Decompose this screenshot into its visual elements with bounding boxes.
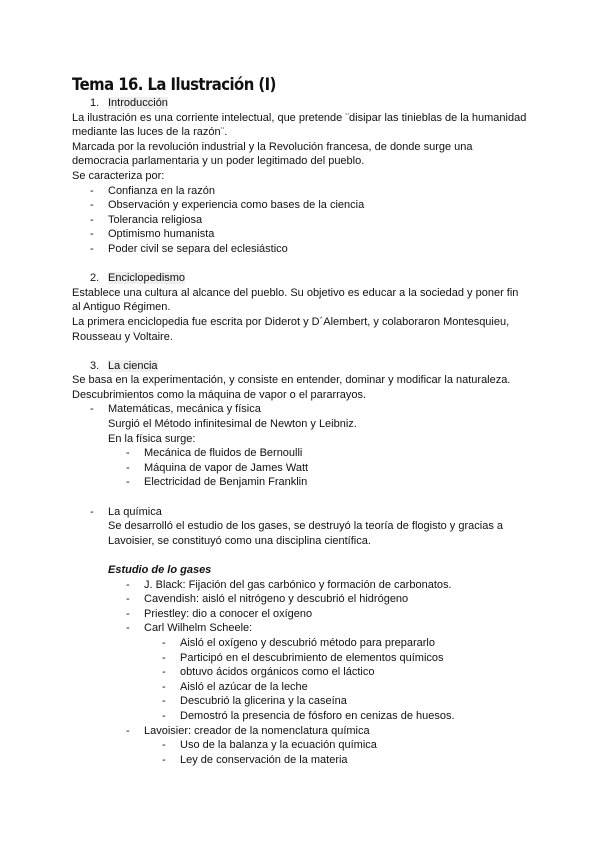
list-item-text: Tolerancia religiosa [108, 213, 203, 226]
list-item [72, 738, 600, 753]
list-item-text: Ley de conservación de la materia [180, 753, 348, 766]
section-number: 2. [90, 272, 100, 285]
list-item-text: Aisló el azúcar de la leche [180, 680, 308, 693]
dash-bullet: - [126, 447, 130, 460]
dash-bullet: - [162, 753, 166, 766]
dash-bullet: - [90, 228, 94, 241]
list-item [72, 227, 600, 242]
section-heading-la-ciencia [72, 359, 600, 374]
section-heading-text: La ciencia [108, 359, 158, 372]
list-item [72, 242, 600, 257]
dash-bullet: - [90, 242, 94, 255]
list-item [72, 636, 600, 651]
paragraph: Establece una cultura al alcance del pueblo. Su objetivo es educar a la sociedad y poner fin al Antiguo Régimen. [72, 286, 519, 314]
list-item [72, 694, 600, 709]
list-item-text: Observación y experiencia como bases de la ciencia [108, 199, 365, 212]
section-number: 1. [90, 97, 100, 109]
list-item-text: Confianza en la razón [108, 184, 216, 197]
list-item-text: Máquina de vapor de James Watt [144, 461, 309, 474]
dash-bullet: - [162, 651, 166, 664]
list-item-text: Lavoisier: creador de la nomenclatura química [144, 724, 370, 737]
dash-bullet: - [126, 607, 130, 620]
list-item-text: Electricidad de Benjamin Franklin [144, 476, 308, 489]
list-item-text: Demostró la presencia de fósforo en cenizas de huesos. [180, 709, 455, 722]
list-item [72, 184, 600, 199]
paragraph: La ilustración es una corriente intelectual, que pretende ¨disipar las tinieblas de la humanidad mediante las luces de la razón¨. [72, 111, 527, 139]
dash-bullet: - [90, 403, 94, 416]
dash-bullet: - [162, 709, 166, 722]
dash-bullet: - [90, 213, 94, 226]
subsection-heading-gases: Estudio de lo gases [108, 564, 212, 576]
dash-bullet: - [126, 461, 130, 474]
list-item-text: Participó en el descubrimiento de elementos químicos [180, 651, 444, 664]
list-item-text: Mecánica de fluidos de Bernoulli [144, 447, 303, 460]
page-title: Tema 16. La Ilustración (I) [72, 75, 276, 94]
section-heading-introduccion [72, 96, 600, 111]
dash-bullet: - [126, 724, 130, 737]
list-item-detail: Surgió el Método infinitesimal de Newton y Leibniz. [108, 418, 357, 431]
dash-bullet: - [126, 622, 130, 635]
list-item-text: Uso de la balanza y la ecuación química [180, 739, 377, 752]
dash-bullet: - [162, 739, 166, 752]
dash-bullet: - [90, 505, 94, 518]
list-item [72, 592, 600, 607]
list-item [72, 753, 600, 768]
dash-bullet: - [126, 476, 130, 489]
list-item-text: Poder civil se separa del eclesiástico [108, 242, 288, 255]
paragraph: Se caracteriza por: [72, 169, 165, 182]
list-item-quimica [72, 505, 600, 549]
gases-list [72, 578, 600, 768]
list-item [72, 621, 600, 636]
list-item-text: Descubrió la glicerina y la caseína [180, 695, 347, 708]
list-item-text: Optimismo humanista [108, 228, 215, 241]
dash-bullet: - [162, 695, 166, 708]
dash-bullet: - [90, 184, 94, 197]
section-heading-text: Introducción [108, 97, 168, 109]
section-heading-text: Enciclopedismo [108, 272, 186, 285]
list-item-text: obtuvo ácidos orgánicos como el láctico [180, 666, 375, 679]
list-item [72, 724, 600, 739]
list-item [72, 651, 600, 666]
list-item [72, 213, 600, 228]
list-item-text: Priestley: dio a conocer el oxígeno [144, 607, 313, 620]
list-item [72, 198, 600, 213]
paragraph: La primera enciclopedia fue escrita por Diderot y D´Alembert, y colaboraron Montesquieu, Rousseau y Voltaire. [72, 315, 510, 343]
list-item [72, 578, 600, 593]
list-item [72, 665, 600, 680]
science-list [72, 402, 600, 490]
list-item-text: La química [108, 505, 162, 518]
chemistry-list [72, 505, 600, 549]
list-item-text: Matemáticas, mecánica y física [108, 403, 261, 416]
list-item [72, 475, 600, 490]
dash-bullet: - [162, 636, 166, 649]
list-item [72, 446, 600, 461]
list-item-detail: Se desarrolló el estudio de los gases, se destruyó la teoría de flogisto y gracias a Lavoisier, se constituyó como una disciplina científica. [108, 520, 504, 547]
section-heading-enciclopedismo [72, 271, 600, 286]
list-item [72, 461, 600, 476]
list-item [72, 607, 600, 622]
list-item-matematicas [72, 402, 600, 446]
dash-bullet: - [90, 199, 94, 212]
paragraph: Marcada por la revolución industrial y la Revolución francesa, de donde surge una democracia parlamentaria y un poder legitimado del pueblo. [72, 140, 473, 168]
list-item-text: Cavendish: aisló el nitrógeno y descubrió el hidrógeno [144, 593, 409, 606]
paragraph: Se basa en la experimentación, y consiste en entender, dominar y modificar la naturaleza. Descubrimientos como la máquina de vapor o el pararrayos. [72, 374, 511, 401]
list-item-text: Carl Wilhelm Scheele: [144, 622, 253, 635]
characteristics-list [72, 184, 600, 257]
dash-bullet: - [126, 578, 130, 591]
list-item [72, 680, 600, 695]
list-item-text: Aisló el oxígeno y descubrió método para prepararlo [180, 636, 435, 649]
list-item-text: J. Black: Fijación del gas carbónico y formación de carbonatos. [144, 578, 452, 591]
dash-bullet: - [162, 666, 166, 679]
section-number: 3. [90, 359, 100, 372]
list-item-detail: En la física surge: [108, 432, 196, 445]
dash-bullet: - [126, 593, 130, 606]
list-item [72, 709, 600, 724]
dash-bullet: - [162, 680, 166, 693]
